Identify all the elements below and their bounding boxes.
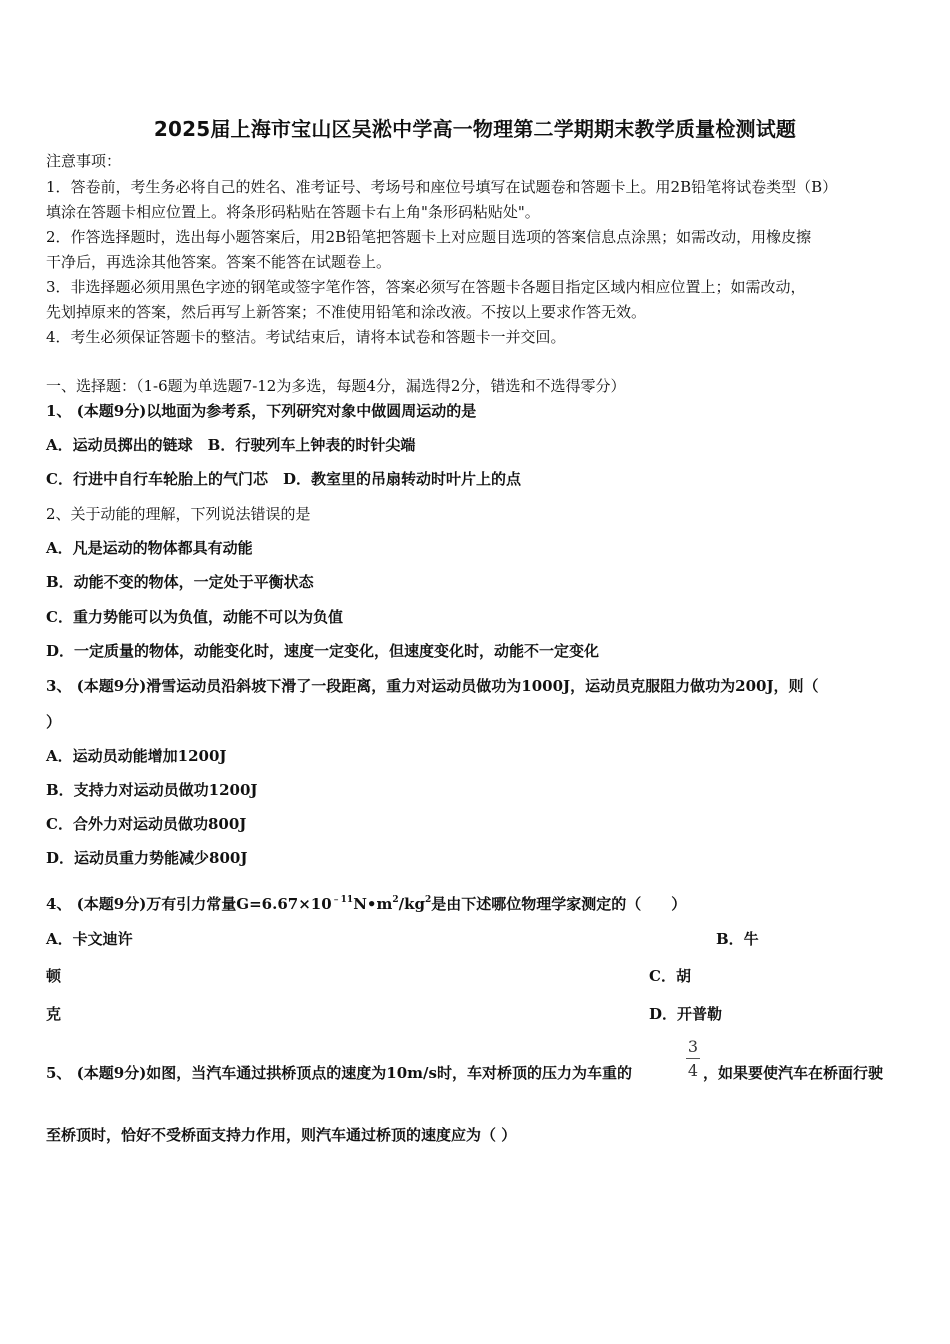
notice-line: 干净后，再选涂其他答案。答案不能答在试题卷上。 bbox=[46, 253, 392, 271]
q3-stem-cont: ） bbox=[46, 713, 62, 731]
notice-line: 先划掉原来的答案，然后再写上新答案；不准使用铅笔和涂改液。不按以上要求作答无效。 bbox=[46, 303, 647, 321]
page-title: 2025届上海市宝山区吴淞中学高一物理第二学期期末教学质量检测试题 bbox=[153, 117, 797, 141]
q1-options-row2: C．行进中自行车轮胎上的气门芯 D．教室里的吊扇转动时叶片上的点 bbox=[46, 470, 521, 488]
q3-option-c: C．合外力对运动员做功800J bbox=[46, 815, 247, 833]
q3-option-d: D．运动员重力势能减少800J bbox=[46, 849, 248, 867]
q4-stem-unit: /kg bbox=[398, 895, 425, 913]
q3-stem: 3、 (本题9分)滑雪运动员沿斜坡下滑了一段距离，重力对运动员做功为1000J，运动员克服阻力做功为200J，则（ bbox=[46, 677, 819, 695]
q4-option-b-cont: 顿 bbox=[46, 967, 62, 985]
q4-option-b: B．牛 bbox=[716, 930, 759, 948]
q5-stem: 5、 (本题9分)如图，当汽车通过拱桥顶点的速度为10m/s时，车对桥顶的压力为车重的 bbox=[46, 1064, 632, 1082]
q4-stem-unit: N•m bbox=[353, 895, 393, 913]
q4-stem bbox=[46, 893, 686, 915]
q4-option-c: C．胡 bbox=[649, 967, 691, 985]
q2-option-c: C．重力势能可以为负值，动能不可以为负值 bbox=[46, 608, 343, 626]
q2-option-b: B．动能不变的物体，一定处于平衡状态 bbox=[46, 573, 314, 591]
q3-option-a: A．运动员动能增加1200J bbox=[46, 747, 227, 765]
notice-line: 填涂在答题卡相应位置上。将条形码粘贴在答题卡右上角"条形码粘贴处"。 bbox=[46, 203, 540, 221]
q4-stem-text: 4、 (本题9分)万有引力常量G=6.67×10 bbox=[46, 895, 332, 913]
fraction-numerator: 3 bbox=[687, 1037, 699, 1056]
q4-exponent: 2 bbox=[425, 895, 432, 905]
q5-stem-cont: 至桥顶时，恰好不受桥面支持力作用，则汽车通过桥顶的速度应为（ ） bbox=[46, 1126, 517, 1144]
q5-fraction bbox=[686, 1037, 700, 1081]
notice-line: 3．非选择题必须用黑色字迹的钢笔或签字笔作答，答案必须写在答题卡各题目指定区域内相应位置上；如需改动， bbox=[46, 278, 806, 296]
notice-heading: 注意事项： bbox=[46, 152, 122, 170]
q4-exponent: ﹣11 bbox=[331, 895, 354, 905]
notice-line: 4．考生必须保证答题卡的整洁。考试结束后，请将本试卷和答题卡一并交回。 bbox=[46, 328, 566, 346]
q5-stem-tail: ，如果要使汽车在桥面行驶 bbox=[703, 1064, 884, 1082]
q4-option-d: D．开普勒 bbox=[649, 1005, 723, 1023]
q4-option-c-cont: 克 bbox=[46, 1005, 62, 1023]
q2-option-d: D．一定质量的物体，动能变化时，速度一定变化，但速度变化时，动能不一定变化 bbox=[46, 642, 600, 660]
section-heading: 一、选择题：（1-6题为单选题7-12为多选，每题4分，漏选得2分，错选和不选得零分） bbox=[46, 377, 626, 395]
q1-options-row1: A．运动员掷出的链球 B．行驶列车上钟表的时针尖端 bbox=[46, 436, 416, 454]
q4-exponent: 2 bbox=[392, 895, 399, 905]
q4-stem-text: 是由下述哪位物理学家测定的（ ） bbox=[431, 895, 687, 913]
q1-stem: 1、 (本题9分)以地面为参考系，下列研究对象中做圆周运动的是 bbox=[46, 402, 477, 420]
q2-stem: 2、关于动能的理解，下列说法错误的是 bbox=[46, 505, 311, 523]
q4-option-a: A．卡文迪许 bbox=[46, 930, 133, 948]
fraction-denominator: 4 bbox=[687, 1061, 699, 1080]
fraction-bar bbox=[686, 1058, 700, 1059]
q3-option-b: B．支持力对运动员做功1200J bbox=[46, 781, 258, 799]
notice-line: 1．答卷前，考生务必将自己的姓名、准考证号、考场号和座位号填写在试题卷和答题卡上。用2B铅笔将试卷类型（B） bbox=[46, 178, 838, 196]
q2-option-a: A．凡是运动的物体都具有动能 bbox=[46, 539, 253, 557]
notice-line: 2．作答选择题时，选出每小题答案后，用2B铅笔把答题卡上对应题目选项的答案信息点涂黑；如需改动，用橡皮擦 bbox=[46, 228, 812, 246]
